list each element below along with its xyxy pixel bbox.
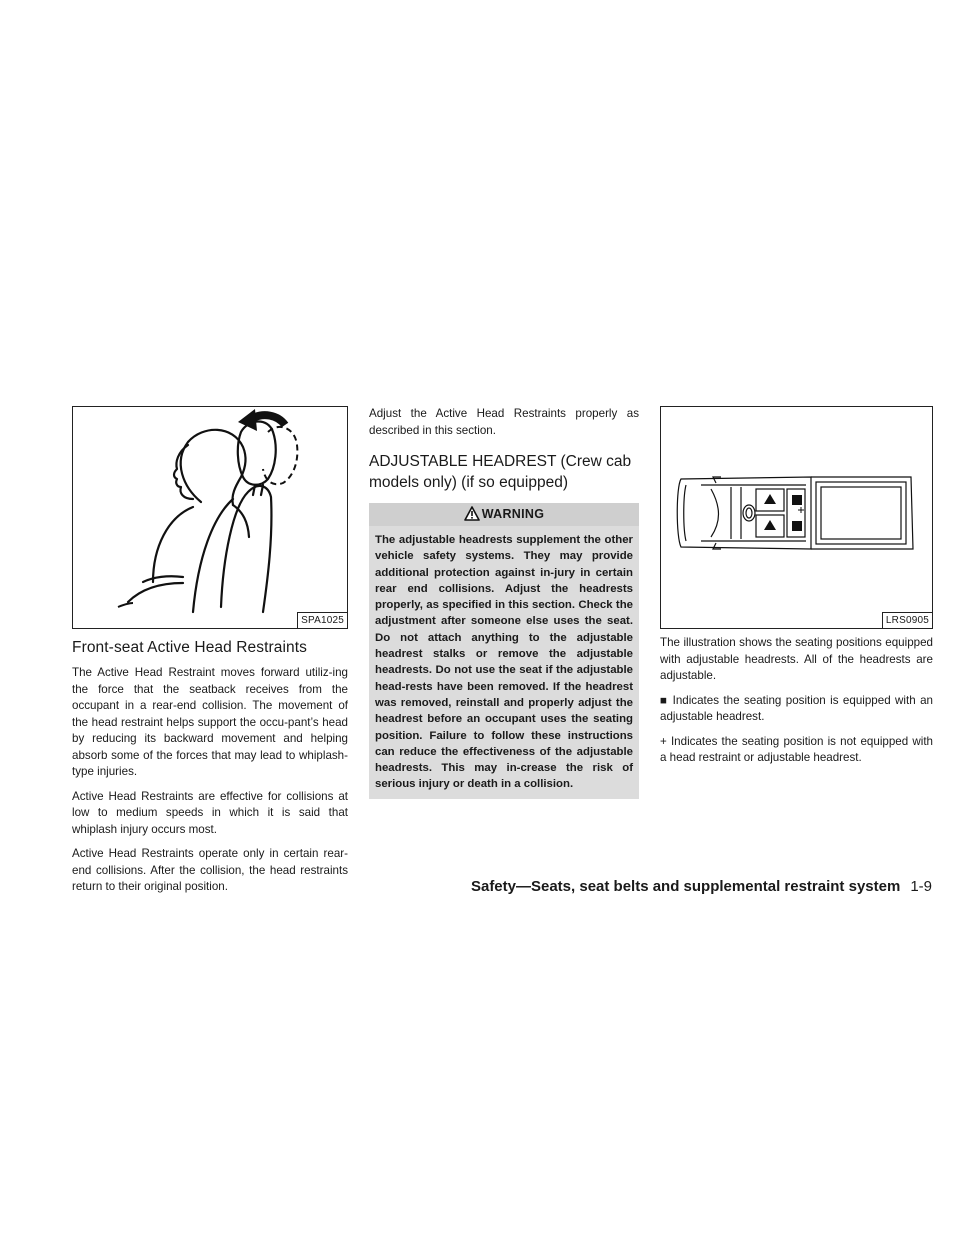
right-column	[660, 406, 933, 775]
warning-header	[369, 503, 639, 526]
body-paragraph: The Active Head Restraint moves forward utiliz-ing the force that the seatback receives from the occupant in a rear-end collision. The movement of the head restraint helps support the occu-pant’s head by reducing its backward movement and helping absorb some of the forces that may lead to whiplash-type injuries.	[72, 666, 348, 778]
seat-marker	[792, 495, 802, 505]
left-column	[72, 406, 348, 904]
figure-code: SPA1025	[297, 612, 347, 628]
section-subheading: Front-seat Active Head Restraints	[72, 639, 308, 656]
figure-code: LRS0905	[882, 612, 932, 628]
body-paragraph: Active Head Restraints are effective for collisions at low to medium speeds in which it is said that whiplash injury occurs most.	[72, 789, 348, 836]
middle-column	[369, 406, 639, 799]
body-paragraph: The illustration shows the seating positions equipped with adjustable headrests. All of the headrests are adjustable.	[660, 636, 933, 682]
legend-plus: + Indicates the seating position is not equipped with a head restraint or adjustable headrest.	[660, 734, 933, 764]
warning-box	[369, 503, 639, 799]
seat-marker	[798, 507, 804, 513]
legend-square: ■ Indicates the seating position is equipped with an adjustable headrest.	[660, 693, 933, 723]
intro-paragraph: Adjust the Active Head Restraints properly as described in this section.	[369, 407, 639, 437]
seat-marker	[764, 494, 776, 504]
head-restraint-figure	[72, 406, 348, 629]
warning-text: The adjustable headrests supplement the other vehicle safety systems. They may provide additional protection against in-jury in certain rear end collisions. Adjust the headrests properly, as specified in this section. Check the adjustment after someone else uses the seat. Do not attach anything to the adjustable headrest stalks or remove the adjustable headrests. Do not use the seat if the adjustable head-rests have been removed. If the headrest was removed, reinstall and properly adjust the headrest before an occupant uses the seating position. Failure to follow these instructions can reduce the effectiveness of the adjustable headrests. This may in-crease the risk of serious injury or death in a collision.	[375, 534, 633, 791]
seat-marker	[792, 521, 802, 531]
section-heading: ADJUSTABLE HEADREST (Crew cab models only) (if so equipped)	[369, 453, 632, 491]
head-restraint-illustration	[73, 407, 347, 628]
seat-marker	[764, 520, 776, 530]
body-paragraph: Active Head Restraints operate only in certain rear-end collisions. After the collision, the head restraints return to their original position.	[72, 847, 348, 893]
warning-title: WARNING	[481, 507, 545, 521]
page-footer	[471, 878, 932, 895]
footer-section-title: Safety—Seats, seat belts and supplemental restraint system	[470, 878, 901, 895]
warning-triangle-icon	[464, 506, 480, 521]
page-number: 1-9	[910, 878, 932, 895]
seating-positions-illustration	[661, 407, 932, 628]
seating-diagram-figure	[660, 406, 933, 629]
